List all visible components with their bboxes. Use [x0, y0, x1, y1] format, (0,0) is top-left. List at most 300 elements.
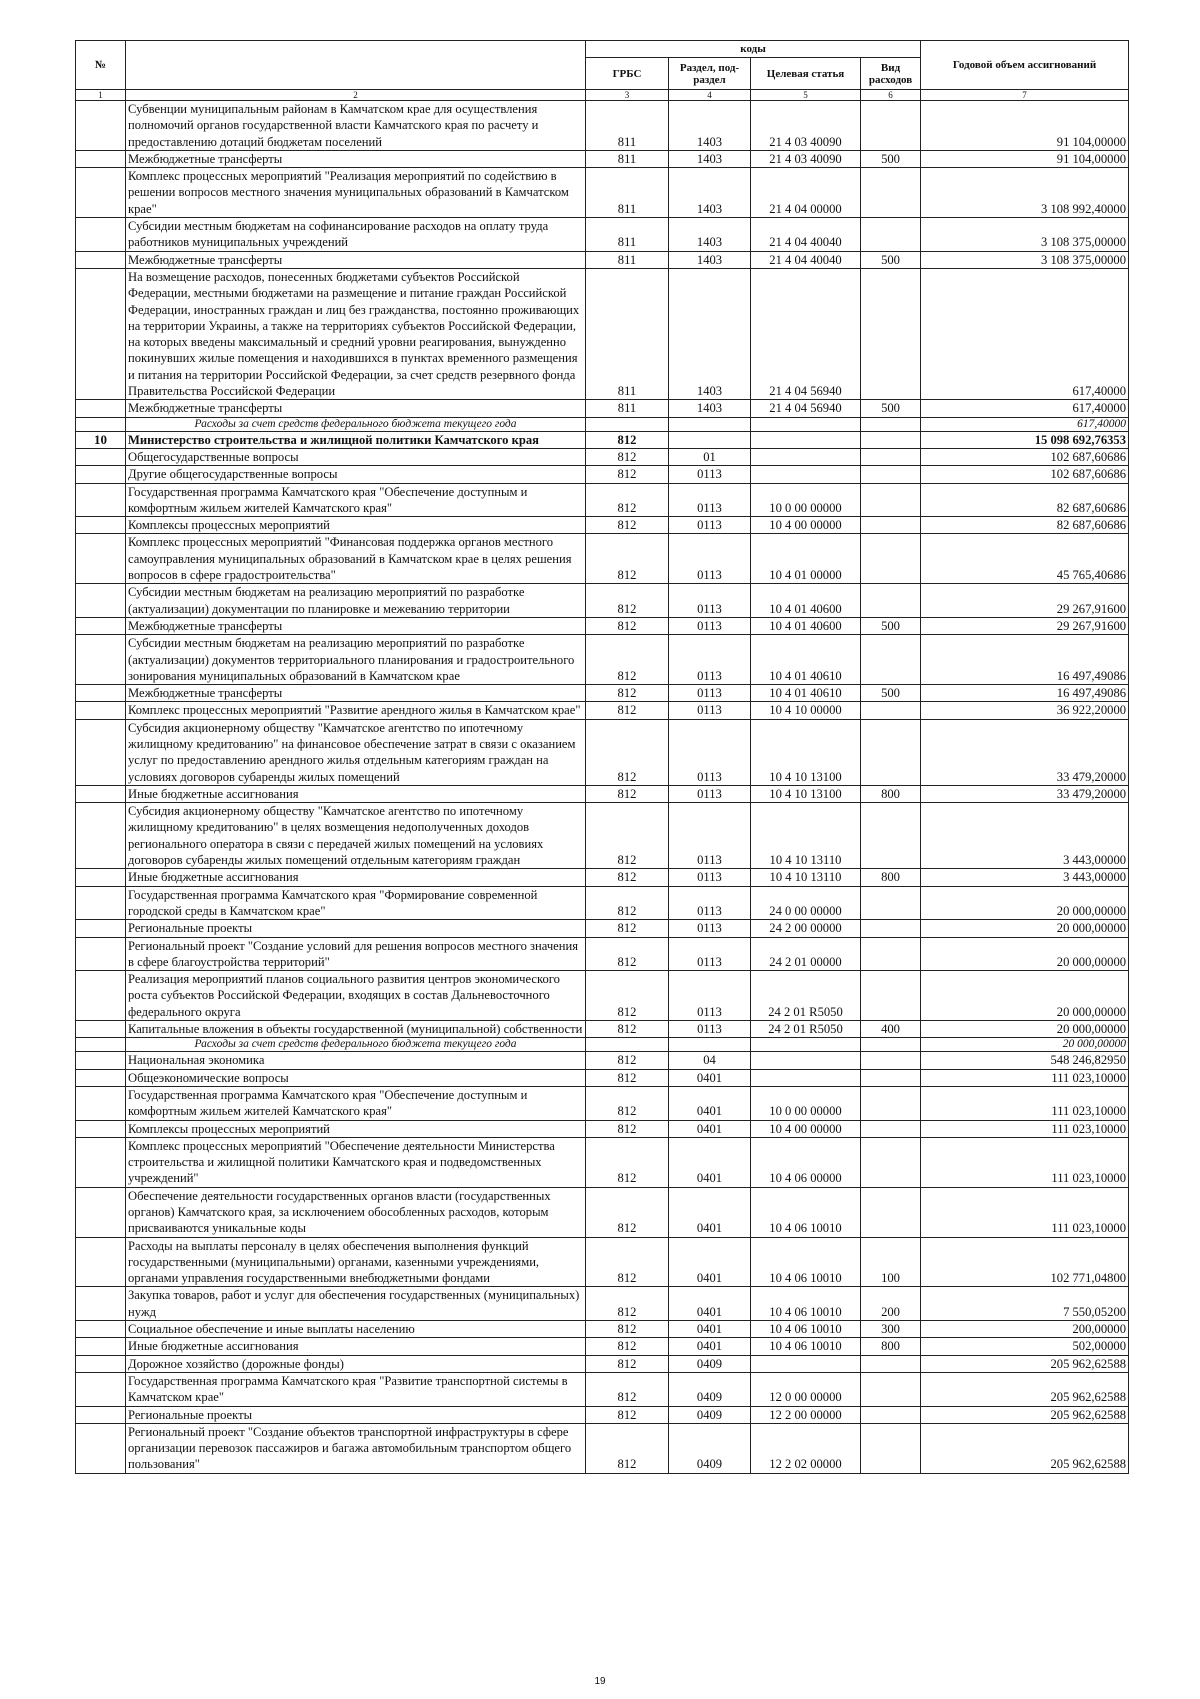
row-section-code: 0113: [669, 685, 751, 702]
row-target-code: 10 0 00 00000: [751, 483, 861, 517]
row-expense-kind: 100: [861, 1237, 921, 1287]
table-row: [76, 1052, 1129, 1069]
row-expense-kind: [861, 971, 921, 1021]
row-number: [76, 971, 126, 1021]
row-section-code: [669, 417, 751, 431]
table-row: [76, 168, 1129, 218]
row-target-code: 24 0 00 00000: [751, 886, 861, 920]
row-grbs-code: 812: [586, 785, 669, 802]
row-grbs-code: 811: [586, 251, 669, 268]
column-number: 4: [669, 90, 751, 101]
row-name: Министерство строительства и жилищной политики Камчатского края: [126, 431, 586, 448]
row-expense-kind: 500: [861, 685, 921, 702]
row-target-code: 10 4 01 40610: [751, 685, 861, 702]
row-number: [76, 869, 126, 886]
row-grbs-code: 812: [586, 584, 669, 618]
row-expense-kind: [861, 431, 921, 448]
row-expense-kind: 500: [861, 251, 921, 268]
row-expense-kind: 800: [861, 1338, 921, 1355]
row-amount: 20 000,00000: [921, 937, 1129, 971]
row-target-code: 10 4 01 40610: [751, 635, 861, 685]
row-name: Комплекс процессных мероприятий "Реализация мероприятий по содействию в решении вопросов местного значения муниципальных образований в Камчатском крае": [126, 168, 586, 218]
table-row: [76, 268, 1129, 399]
row-amount: 33 479,20000: [921, 785, 1129, 802]
header-section: Раздел, под-раздел: [669, 58, 751, 90]
table-row: [76, 937, 1129, 971]
page-number: 19: [594, 1676, 606, 1687]
row-grbs-code: 812: [586, 1187, 669, 1237]
row-expense-kind: 300: [861, 1321, 921, 1338]
row-target-code: 12 2 02 00000: [751, 1423, 861, 1473]
row-amount: 617,40000: [921, 268, 1129, 399]
row-section-code: 0401: [669, 1338, 751, 1355]
table-row: [76, 101, 1129, 151]
row-expense-kind: [861, 268, 921, 399]
row-amount: 20 000,00000: [921, 886, 1129, 920]
row-amount: 91 104,00000: [921, 150, 1129, 167]
row-amount: 15 098 692,76353: [921, 431, 1129, 448]
row-grbs-code: 812: [586, 1355, 669, 1372]
row-number: [76, 1338, 126, 1355]
row-number: [76, 466, 126, 483]
row-name: Государственная программа Камчатского края "Обеспечение доступным и комфортным жильем жителей Камчатского края": [126, 1086, 586, 1120]
row-name: Национальная экономика: [126, 1052, 586, 1069]
table-row: [76, 702, 1129, 719]
row-amount: 29 267,91600: [921, 617, 1129, 634]
row-target-code: 24 2 00 00000: [751, 920, 861, 937]
row-amount: 3 108 992,40000: [921, 168, 1129, 218]
row-section-code: 1403: [669, 150, 751, 167]
row-amount: 102 771,04800: [921, 1237, 1129, 1287]
row-section-code: 1403: [669, 268, 751, 399]
row-amount: 82 687,60686: [921, 517, 1129, 534]
row-name: Социальное обеспечение и иные выплаты населению: [126, 1321, 586, 1338]
row-number: [76, 702, 126, 719]
row-section-code: 0409: [669, 1355, 751, 1372]
row-number: [76, 1406, 126, 1423]
table-row: [76, 1372, 1129, 1406]
row-grbs-code: 812: [586, 534, 669, 584]
header-annual: Годовой объем ассигнований: [921, 41, 1129, 90]
row-number: [76, 483, 126, 517]
row-expense-kind: 200: [861, 1287, 921, 1321]
row-name: Комплекс процессных мероприятий "Развитие арендного жилья в Камчатском крае": [126, 702, 586, 719]
row-target-code: 10 4 06 10010: [751, 1187, 861, 1237]
row-section-code: 04: [669, 1052, 751, 1069]
table-row: [76, 869, 1129, 886]
row-target-code: 10 4 10 13110: [751, 803, 861, 869]
row-amount: 33 479,20000: [921, 719, 1129, 785]
row-amount: 20 000,00000: [921, 1038, 1129, 1052]
row-grbs-code: 812: [586, 431, 669, 448]
table-row: [76, 1287, 1129, 1321]
row-name: Иные бюджетные ассигнования: [126, 1338, 586, 1355]
table-row: [76, 400, 1129, 417]
row-name: Комплекс процессных мероприятий "Обеспечение деятельности Министерства строительства и жилищной политики Камчатского края и подведомственных учреждений": [126, 1137, 586, 1187]
row-section-code: 0113: [669, 584, 751, 618]
row-amount: 3 108 375,00000: [921, 218, 1129, 252]
row-grbs-code: 812: [586, 635, 669, 685]
row-amount: 29 267,91600: [921, 584, 1129, 618]
row-expense-kind: [861, 168, 921, 218]
row-expense-kind: [861, 1355, 921, 1372]
row-amount: 617,40000: [921, 417, 1129, 431]
row-grbs-code: 812: [586, 971, 669, 1021]
row-number: [76, 1321, 126, 1338]
row-expense-kind: [861, 920, 921, 937]
table-row: [76, 635, 1129, 685]
row-amount: 3 443,00000: [921, 803, 1129, 869]
column-number: 5: [751, 90, 861, 101]
row-expense-kind: [861, 1086, 921, 1120]
table-row: [76, 251, 1129, 268]
row-number: [76, 1069, 126, 1086]
row-section-code: 0401: [669, 1187, 751, 1237]
row-section-code: 0113: [669, 869, 751, 886]
row-amount: 111 023,10000: [921, 1069, 1129, 1086]
row-grbs-code: 812: [586, 466, 669, 483]
row-target-code: 24 2 01 R5050: [751, 971, 861, 1021]
row-number: [76, 617, 126, 634]
row-grbs-code: 812: [586, 1052, 669, 1069]
row-grbs-code: 812: [586, 483, 669, 517]
row-target-code: 10 4 06 10010: [751, 1287, 861, 1321]
row-amount: 205 962,62588: [921, 1372, 1129, 1406]
row-target-code: 10 4 00 00000: [751, 1120, 861, 1137]
row-section-code: 0401: [669, 1120, 751, 1137]
header-grbs: ГРБС: [586, 58, 669, 90]
column-number: 2: [126, 90, 586, 101]
column-number: 3: [586, 90, 669, 101]
row-name: Межбюджетные трансферты: [126, 685, 586, 702]
row-grbs-code: 811: [586, 400, 669, 417]
row-expense-kind: [861, 937, 921, 971]
table-row: [76, 785, 1129, 802]
row-name: Межбюджетные трансферты: [126, 150, 586, 167]
row-name: Межбюджетные трансферты: [126, 617, 586, 634]
row-number: [76, 785, 126, 802]
row-target-code: 10 4 10 13110: [751, 869, 861, 886]
row-target-code: 10 4 10 00000: [751, 702, 861, 719]
row-number: [76, 1372, 126, 1406]
row-grbs-code: 812: [586, 1120, 669, 1137]
row-target-code: 24 2 01 R5050: [751, 1021, 861, 1038]
row-grbs-code: 812: [586, 920, 669, 937]
row-amount: 111 023,10000: [921, 1120, 1129, 1137]
row-section-code: 01: [669, 448, 751, 465]
row-name: Субсидия акционерному обществу "Камчатское агентство по ипотечному жилищному кредитованию" в целях возмещения недополученных доходов регионального оператора в связи с передачей жилых помещений на условиях договоров субаренды жилых помещений отдельным категориям граждан: [126, 803, 586, 869]
row-target-code: 10 4 01 40600: [751, 584, 861, 618]
table-row: [76, 1321, 1129, 1338]
row-grbs-code: 812: [586, 719, 669, 785]
row-target-code: 21 4 04 40040: [751, 218, 861, 252]
row-expense-kind: [861, 218, 921, 252]
row-target-code: 10 4 10 13100: [751, 785, 861, 802]
row-grbs-code: 811: [586, 218, 669, 252]
row-section-code: [669, 1038, 751, 1052]
row-section-code: 0113: [669, 719, 751, 785]
row-grbs-code: 812: [586, 886, 669, 920]
table-row: [76, 483, 1129, 517]
row-amount: 16 497,49086: [921, 635, 1129, 685]
table-row: [76, 1187, 1129, 1237]
row-name: Комплексы процессных мероприятий: [126, 1120, 586, 1137]
row-expense-kind: [861, 534, 921, 584]
row-section-code: 0113: [669, 971, 751, 1021]
row-section-code: 1403: [669, 101, 751, 151]
row-amount: 20 000,00000: [921, 920, 1129, 937]
row-name: Комплекс процессных мероприятий "Финансовая поддержка органов местного самоуправления муниципальных образований в Камчатском крае в целях решения вопросов в сфере градостроительства": [126, 534, 586, 584]
row-amount: 102 687,60686: [921, 466, 1129, 483]
row-number: [76, 101, 126, 151]
table-row: [76, 517, 1129, 534]
row-expense-kind: [861, 101, 921, 151]
table-row: [76, 534, 1129, 584]
row-expense-kind: [861, 1069, 921, 1086]
row-name: Региональные проекты: [126, 1406, 586, 1423]
row-expense-kind: 800: [861, 869, 921, 886]
row-number: 10: [76, 431, 126, 448]
row-expense-kind: [861, 1052, 921, 1069]
row-target-code: 10 4 10 13100: [751, 719, 861, 785]
table-row: [76, 1021, 1129, 1038]
column-number: 1: [76, 90, 126, 101]
row-expense-kind: 500: [861, 400, 921, 417]
row-grbs-code: 812: [586, 617, 669, 634]
row-amount: 7 550,05200: [921, 1287, 1129, 1321]
row-expense-kind: 800: [861, 785, 921, 802]
row-name: Государственная программа Камчатского края "Формирование современной городской среды в Камчатском крае": [126, 886, 586, 920]
row-name: Общегосударственные вопросы: [126, 448, 586, 465]
row-expense-kind: 500: [861, 617, 921, 634]
row-number: [76, 1086, 126, 1120]
header-kind: Вид расходов: [861, 58, 921, 90]
row-section-code: 0113: [669, 803, 751, 869]
row-section-code: 0401: [669, 1237, 751, 1287]
row-grbs-code: 812: [586, 1086, 669, 1120]
row-name: Другие общегосударственные вопросы: [126, 466, 586, 483]
row-number: [76, 1021, 126, 1038]
row-amount: 91 104,00000: [921, 101, 1129, 151]
row-target-code: [751, 1052, 861, 1069]
row-expense-kind: [861, 803, 921, 869]
row-section-code: 0113: [669, 886, 751, 920]
header-num: №: [76, 41, 126, 90]
row-name: Государственная программа Камчатского края "Обеспечение доступным и комфортным жильем жителей Камчатского края": [126, 483, 586, 517]
row-target-code: 10 4 01 40600: [751, 617, 861, 634]
row-target-code: 12 2 00 00000: [751, 1406, 861, 1423]
row-section-code: 0113: [669, 483, 751, 517]
row-target-code: 10 4 01 00000: [751, 534, 861, 584]
row-amount: 82 687,60686: [921, 483, 1129, 517]
row-expense-kind: 500: [861, 150, 921, 167]
row-name: Расходы за счет средств федерального бюджета текущего года: [126, 1038, 586, 1052]
row-expense-kind: 400: [861, 1021, 921, 1038]
row-target-code: 21 4 04 56940: [751, 400, 861, 417]
table-row: [76, 886, 1129, 920]
row-target-code: [751, 431, 861, 448]
row-name: Субсидия акционерному обществу "Камчатское агентство по ипотечному жилищному кредитованию" на финансовое обеспечение затрат в связи с оказанием услуг по предоставлению арендного жилья отдельным категориям граждан на условиях договоров субаренды жилых помещений: [126, 719, 586, 785]
row-amount: 45 765,40686: [921, 534, 1129, 584]
row-grbs-code: 811: [586, 150, 669, 167]
row-target-code: 21 4 04 40040: [751, 251, 861, 268]
row-number: [76, 719, 126, 785]
row-amount: 205 962,62588: [921, 1423, 1129, 1473]
row-grbs-code: 812: [586, 1021, 669, 1038]
row-expense-kind: [861, 886, 921, 920]
row-number: [76, 1287, 126, 1321]
table-row: [76, 685, 1129, 702]
row-section-code: 0401: [669, 1137, 751, 1187]
row-amount: 3 108 375,00000: [921, 251, 1129, 268]
row-grbs-code: [586, 417, 669, 431]
row-section-code: [669, 431, 751, 448]
row-name: Закупка товаров, работ и услуг для обеспечения государственных (муниципальных) нужд: [126, 1287, 586, 1321]
table-row: [76, 1406, 1129, 1423]
row-expense-kind: [861, 417, 921, 431]
row-grbs-code: 812: [586, 685, 669, 702]
row-target-code: [751, 417, 861, 431]
table-row: [76, 971, 1129, 1021]
column-number: 6: [861, 90, 921, 101]
row-grbs-code: 811: [586, 268, 669, 399]
row-number: [76, 1137, 126, 1187]
row-expense-kind: [861, 1372, 921, 1406]
row-target-code: 10 4 00 00000: [751, 517, 861, 534]
row-target-code: 10 0 00 00000: [751, 1086, 861, 1120]
row-number: [76, 517, 126, 534]
table-row: [76, 1423, 1129, 1473]
row-grbs-code: 812: [586, 937, 669, 971]
table-row: [76, 1237, 1129, 1287]
row-name: Комплексы процессных мероприятий: [126, 517, 586, 534]
table-row: [76, 1120, 1129, 1137]
row-grbs-code: 812: [586, 517, 669, 534]
table-row: [76, 617, 1129, 634]
table-row: [76, 448, 1129, 465]
row-section-code: 0113: [669, 534, 751, 584]
budget-table: [75, 40, 1129, 1474]
row-number: [76, 803, 126, 869]
row-section-code: 0409: [669, 1372, 751, 1406]
row-amount: 548 246,82950: [921, 1052, 1129, 1069]
row-name: На возмещение расходов, понесенных бюджетами субъектов Российской Федерации, местными бюджетами на размещение и питание граждан Российской Федерации, иностранных граждан и лиц без гражданства, постоянно проживающих на территории Украины, а также на территориях субъектов Российской Федерации, на которых введены максимальный и средний уровни реагирования, вынужденно покинувших жилые помещения и находившихся в пунктах временного размещения и питания на территории Российской Федерации, за счет средств резервного фонда Правительства Российской Федерации: [126, 268, 586, 399]
row-number: [76, 584, 126, 618]
row-number: [76, 937, 126, 971]
row-name: Субсидии местным бюджетам на реализацию мероприятий по разработке (актуализации) документов территориального планирования и градостроительного зонирования муниципальных образований в Камчатском крае: [126, 635, 586, 685]
header-column-numbers: [76, 90, 1129, 101]
row-grbs-code: 812: [586, 869, 669, 886]
row-section-code: 0401: [669, 1069, 751, 1086]
table-row: [76, 417, 1129, 431]
row-number: [76, 685, 126, 702]
row-expense-kind: [861, 517, 921, 534]
row-section-code: 0113: [669, 920, 751, 937]
row-section-code: 1403: [669, 251, 751, 268]
row-expense-kind: [861, 1187, 921, 1237]
row-expense-kind: [861, 448, 921, 465]
row-name: Межбюджетные трансферты: [126, 400, 586, 417]
table-row: [76, 719, 1129, 785]
row-number: [76, 448, 126, 465]
row-expense-kind: [861, 1423, 921, 1473]
row-expense-kind: [861, 1038, 921, 1052]
row-grbs-code: 812: [586, 702, 669, 719]
row-target-code: 10 4 06 10010: [751, 1338, 861, 1355]
row-amount: 16 497,49086: [921, 685, 1129, 702]
row-number: [76, 920, 126, 937]
row-amount: 617,40000: [921, 400, 1129, 417]
row-number: [76, 150, 126, 167]
row-target-code: 10 4 06 10010: [751, 1321, 861, 1338]
row-number: [76, 886, 126, 920]
row-name: Региональные проекты: [126, 920, 586, 937]
row-grbs-code: 812: [586, 1237, 669, 1287]
table-row: [76, 1338, 1129, 1355]
row-grbs-code: 811: [586, 101, 669, 151]
table-body: [76, 101, 1129, 1474]
row-number: [76, 635, 126, 685]
row-section-code: 0113: [669, 702, 751, 719]
row-number: [76, 1038, 126, 1052]
row-number: [76, 1052, 126, 1069]
row-expense-kind: [861, 584, 921, 618]
table-row: [76, 803, 1129, 869]
row-name: Обеспечение деятельности государственных органов власти (государственных органов) Камчатского края, за исключением обособленных расходов, которым присваиваются уникальные коды: [126, 1187, 586, 1237]
row-section-code: 0113: [669, 517, 751, 534]
row-amount: 200,00000: [921, 1321, 1129, 1338]
row-target-code: [751, 1069, 861, 1086]
row-number: [76, 1187, 126, 1237]
row-number: [76, 1423, 126, 1473]
row-target-code: 21 4 04 56940: [751, 268, 861, 399]
row-section-code: 0113: [669, 635, 751, 685]
row-grbs-code: 812: [586, 803, 669, 869]
row-name: Расходы за счет средств федерального бюджета текущего года: [126, 417, 586, 431]
table-row: [76, 466, 1129, 483]
table-row: [76, 584, 1129, 618]
table-row: [76, 1086, 1129, 1120]
table-row: [76, 920, 1129, 937]
row-target-code: [751, 1355, 861, 1372]
row-expense-kind: [861, 1137, 921, 1187]
row-name: Иные бюджетные ассигнования: [126, 869, 586, 886]
row-target-code: 21 4 03 40090: [751, 150, 861, 167]
row-name: Региональный проект "Создание условий для решения вопросов местного значения в сфере благоустройства территорий": [126, 937, 586, 971]
row-expense-kind: [861, 702, 921, 719]
row-name: Капитальные вложения в объекты государственной (муниципальной) собственности: [126, 1021, 586, 1038]
row-grbs-code: 812: [586, 1423, 669, 1473]
row-name: Иные бюджетные ассигнования: [126, 785, 586, 802]
row-name: Общеэкономические вопросы: [126, 1069, 586, 1086]
row-section-code: 1403: [669, 400, 751, 417]
row-number: [76, 251, 126, 268]
row-name: Субвенции муниципальным районам в Камчатском крае для осуществления полномочий органов государственной власти Камчатского края по расчету и предоставлению дотаций бюджетам поселений: [126, 101, 586, 151]
header-codes: коды: [586, 41, 921, 58]
row-name: Реализация мероприятий планов социального развития центров экономического роста субъектов Российской Федерации, входящих в состав Дальневосточного федерального округа: [126, 971, 586, 1021]
row-amount: 20 000,00000: [921, 1021, 1129, 1038]
row-amount: 205 962,62588: [921, 1406, 1129, 1423]
row-section-code: 0113: [669, 785, 751, 802]
table-header: [76, 41, 1129, 101]
row-amount: 502,00000: [921, 1338, 1129, 1355]
row-expense-kind: [861, 1120, 921, 1137]
row-expense-kind: [861, 719, 921, 785]
row-target-code: 21 4 04 00000: [751, 168, 861, 218]
row-grbs-code: 812: [586, 448, 669, 465]
row-grbs-code: [586, 1038, 669, 1052]
row-section-code: 0409: [669, 1406, 751, 1423]
